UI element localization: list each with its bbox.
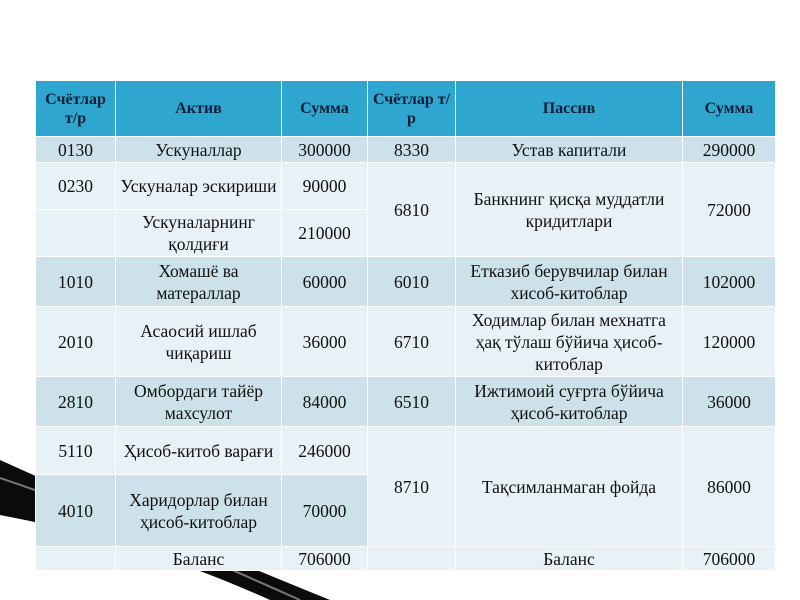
passive-sum: 290000	[683, 137, 776, 163]
active-item-name: Ускуналарнинг қолдиғи	[116, 210, 282, 257]
active-item-name: Ускуналар эскириши	[116, 163, 282, 210]
active-sum: 60000	[282, 257, 368, 307]
active-account-code: 0130	[36, 137, 116, 163]
passive-account-code: 6010	[368, 257, 456, 307]
table-row	[36, 257, 776, 307]
table-row	[36, 137, 776, 163]
active-account-code: 0230	[36, 163, 116, 210]
active-item-name: Хомашё ва матераллар	[116, 257, 282, 307]
header-accounts-right: Счётлар т/р	[368, 81, 456, 137]
active-sum: 36000	[282, 307, 368, 377]
passive-sum: 120000	[683, 307, 776, 377]
passive-sum: 102000	[683, 257, 776, 307]
active-sum: 210000	[282, 210, 368, 257]
passive-item-name: Етказиб берувчилар билан хисоб-китоблар	[456, 257, 683, 307]
active-item-name: Омбордаги тайёр махсулот	[116, 377, 282, 427]
header-passive: Пассив	[456, 81, 683, 137]
table-row	[36, 377, 776, 427]
passive-item-name: Устав капитали	[456, 137, 683, 163]
table-header-row	[36, 81, 776, 137]
passive-account-code: 6710	[368, 307, 456, 377]
active-account-code: 2010	[36, 307, 116, 377]
active-sum: 84000	[282, 377, 368, 427]
active-sum: 246000	[282, 427, 368, 475]
balance-total-row	[36, 547, 776, 571]
passive-item-name: Банкнинг қисқа муддатли кридитлари	[456, 163, 683, 257]
header-sum-left: Сумма	[282, 81, 368, 137]
empty-cell	[368, 547, 456, 571]
active-account-code: 5110	[36, 427, 116, 475]
passive-sum: 72000	[683, 163, 776, 257]
table-row	[36, 427, 776, 475]
active-sum: 70000	[282, 475, 368, 547]
passive-item-name: Ходимлар билан мехнатга ҳақ тўлаш бўйича ҳисоб-китоблар	[456, 307, 683, 377]
table-row	[36, 163, 776, 210]
empty-cell	[36, 547, 116, 571]
active-total-label: Баланс	[116, 547, 282, 571]
active-account-code	[36, 210, 116, 257]
header-active: Актив	[116, 81, 282, 137]
passive-account-code: 8330	[368, 137, 456, 163]
active-item-name: Асаосий ишлаб чиқариш	[116, 307, 282, 377]
active-item-name: Ҳисоб-китоб варағи	[116, 427, 282, 475]
balance-table	[35, 80, 776, 571]
active-item-name: Ускуналлар	[116, 137, 282, 163]
active-account-code: 2810	[36, 377, 116, 427]
passive-sum: 36000	[683, 377, 776, 427]
passive-account-code: 6510	[368, 377, 456, 427]
header-accounts-left: Счётлар т/р	[36, 81, 116, 137]
passive-account-code: 8710	[368, 427, 456, 547]
passive-sum: 86000	[683, 427, 776, 547]
active-total-sum: 706000	[282, 547, 368, 571]
active-sum: 300000	[282, 137, 368, 163]
table-row	[36, 307, 776, 377]
passive-total-sum: 706000	[683, 547, 776, 571]
active-account-code: 4010	[36, 475, 116, 547]
active-sum: 90000	[282, 163, 368, 210]
header-sum-right: Сумма	[683, 81, 776, 137]
passive-total-label: Баланс	[456, 547, 683, 571]
passive-account-code: 6810	[368, 163, 456, 257]
passive-item-name: Ижтимоий суғрта бўйича ҳисоб-китоблар	[456, 377, 683, 427]
active-item-name: Харидорлар билан ҳисоб-китоблар	[116, 475, 282, 547]
active-account-code: 1010	[36, 257, 116, 307]
passive-item-name: Тақсимланмаган фойда	[456, 427, 683, 547]
